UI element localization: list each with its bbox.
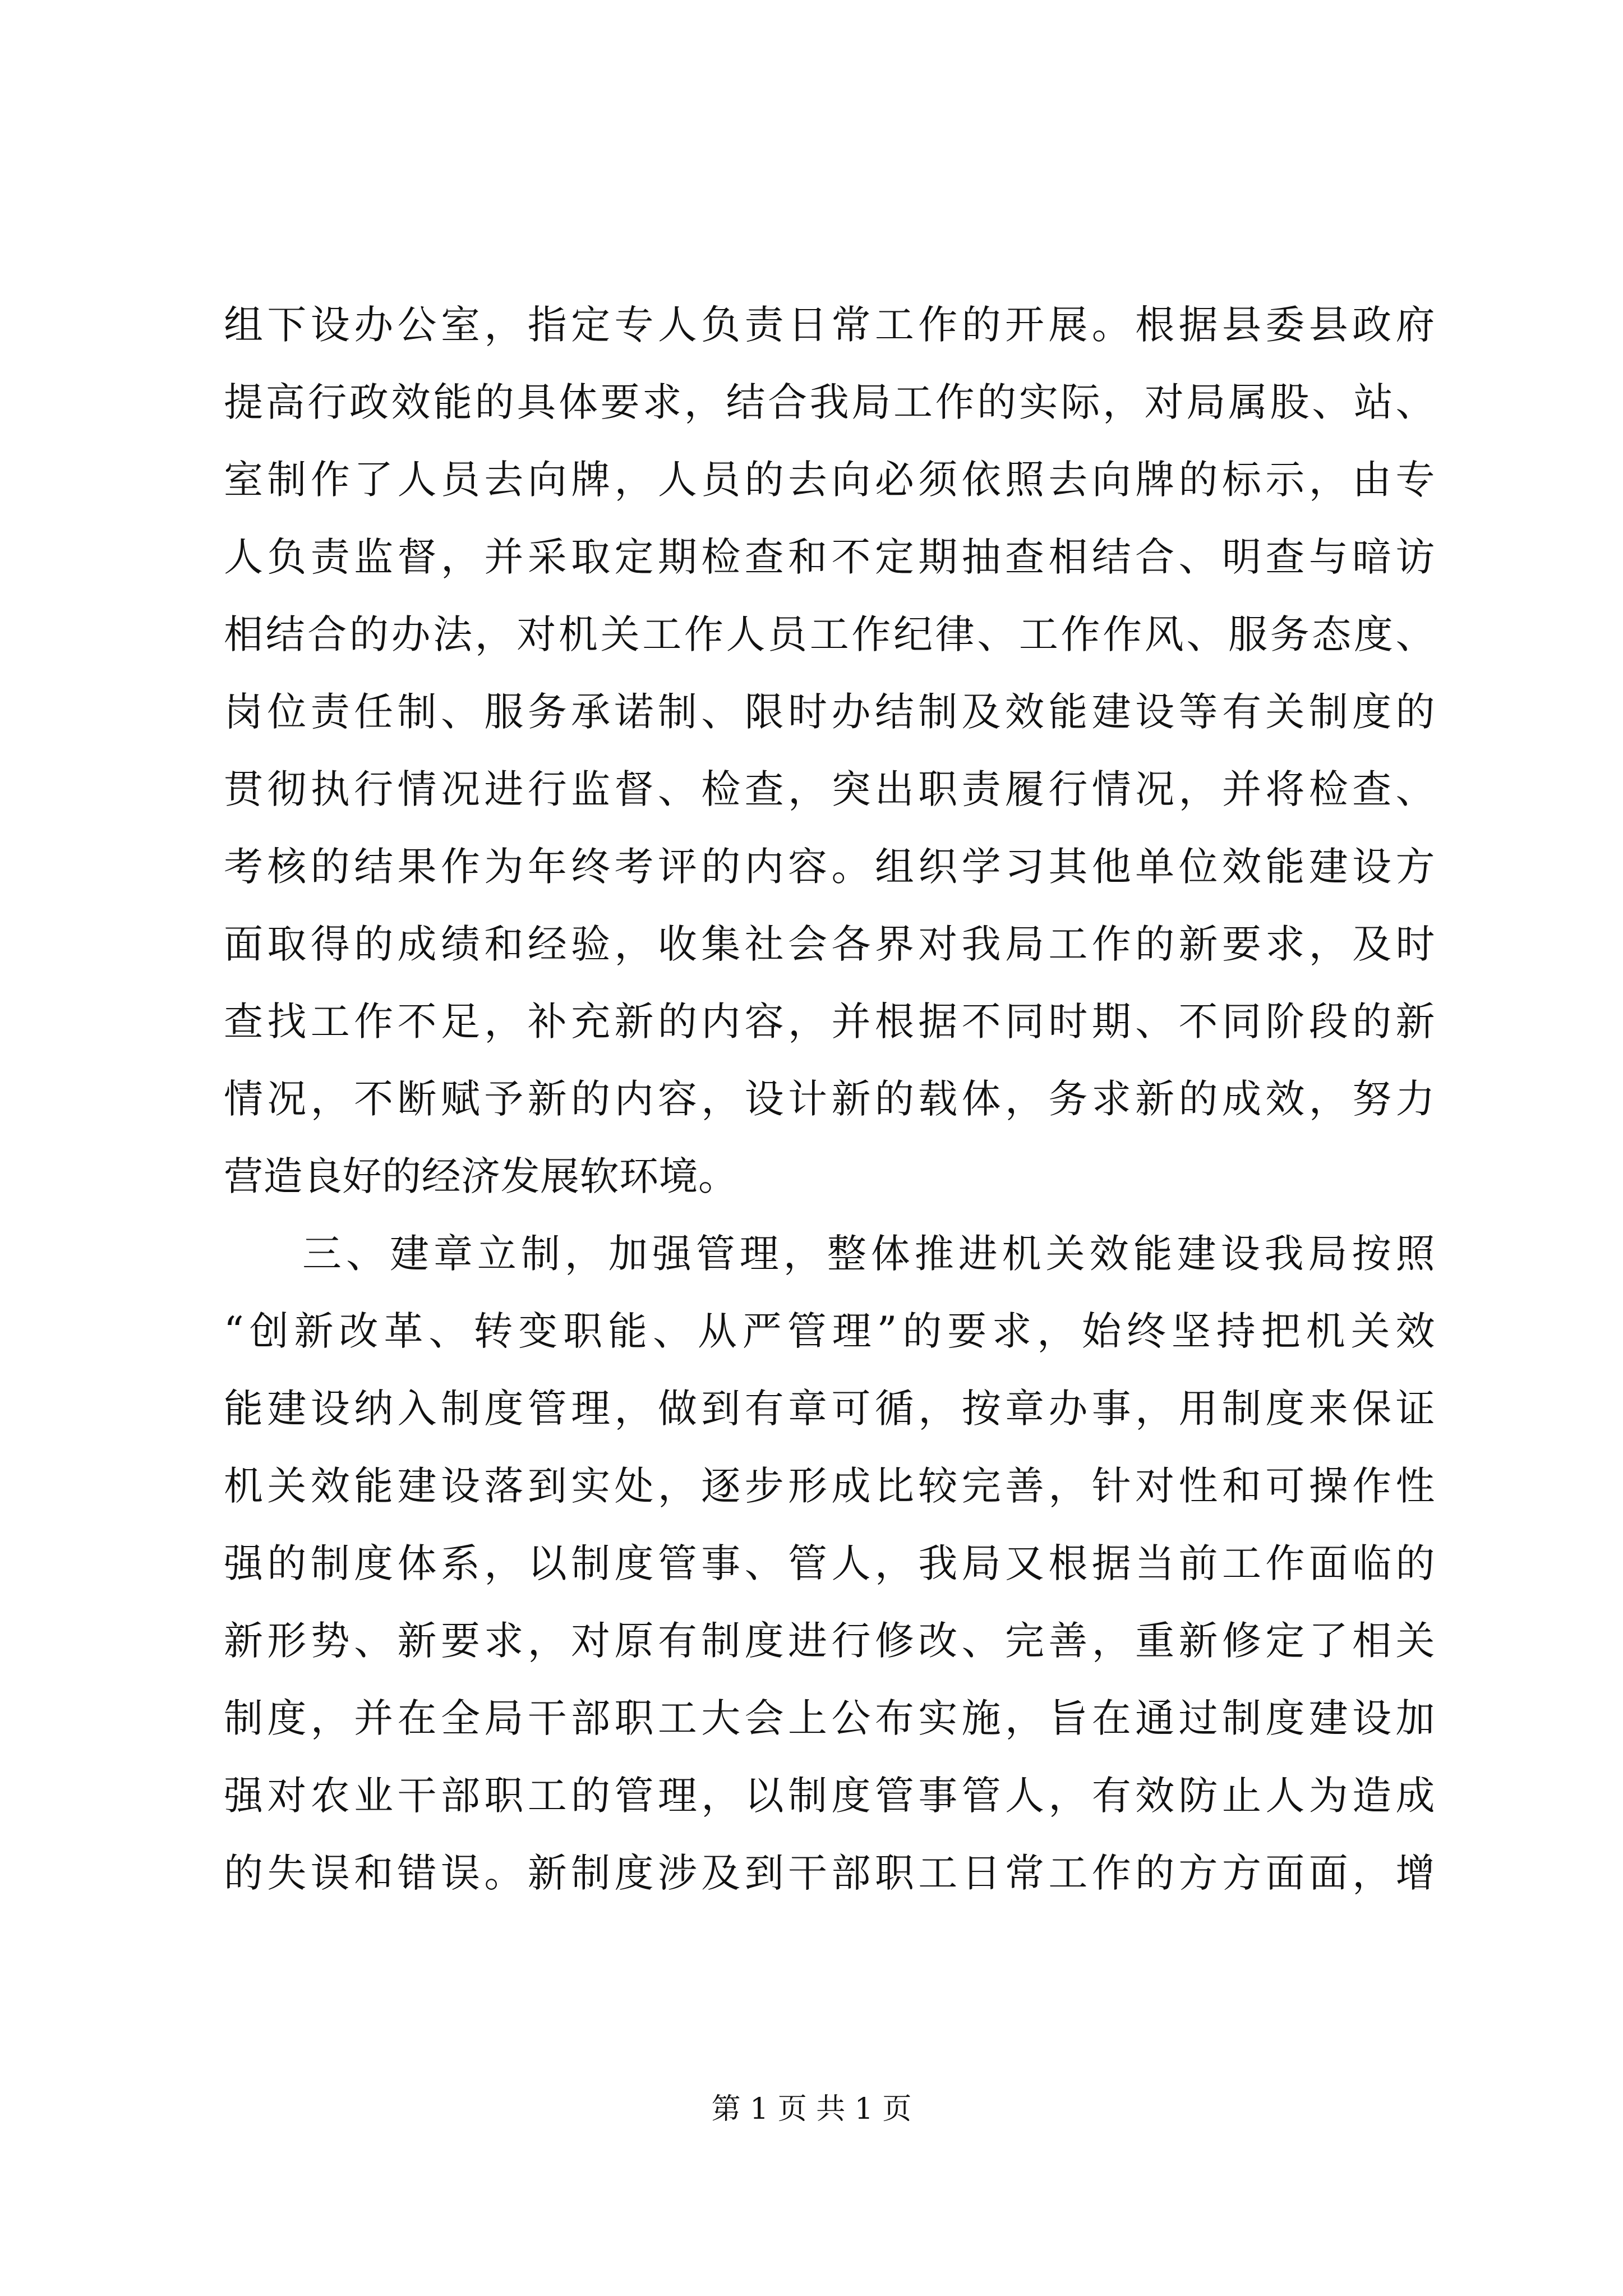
text-line: 新形势、新要求，对原有制度进行修改、完善，重新修定了相关: [224, 1618, 1435, 1664]
document-body: [224, 286, 1435, 1912]
text-line: 的失误和错误。新制度涉及到干部职工日常工作的方方面面，增: [224, 1850, 1435, 1896]
page-number-label: 第 1 页 共 1 页: [711, 2092, 912, 2126]
text-line: 考核的结果作为年终考评的内容。组织学习其他单位效能建设方: [224, 844, 1435, 890]
text-line: 室制作了人员去向牌，人员的去向必须依照去向牌的标示，由专: [224, 457, 1435, 503]
text-line: 情况，不断赋予新的内容，设计新的载体，务求新的成效，努力: [224, 1076, 1435, 1122]
text-line: 强的制度体系，以制度管事、管人，我局又根据当前工作面临的: [224, 1540, 1435, 1586]
paragraph-1: [224, 286, 1435, 1215]
text-line: 相结合的办法，对机关工作人员工作纪律、工作作风、服务态度、: [224, 611, 1435, 657]
text-line: 岗位责任制、服务承诺制、限时办结制及效能建设等有关制度的: [224, 689, 1435, 735]
text-line: 能建设纳入制度管理，做到有章可循，按章办事，用制度来保证: [224, 1386, 1435, 1432]
paragraph-2: [224, 1215, 1435, 1912]
text-line: 强对农业干部职工的管理，以制度管事管人，有效防止人为造成: [224, 1773, 1435, 1819]
page-footer: [0, 2090, 1623, 2129]
text-line: 提高行政效能的具体要求，结合我局工作的实际，对局属股、站、: [224, 379, 1435, 425]
text-line: 面取得的成绩和经验，收集社会各界对我局工作的新要求，及时: [224, 921, 1435, 967]
text-line: 查找工作不足，补充新的内容，并根据不同时期、不同阶段的新: [224, 999, 1435, 1045]
text-line: 人负责监督，并采取定期检查和不定期抽查相结合、明查与暗访: [224, 534, 1435, 580]
text-line: 组下设办公室，指定专人负责日常工作的开展。根据县委县政府: [224, 302, 1435, 348]
section-heading-line: 三、建章立制，加强管理，整体推进机关效能建设我局按照: [302, 1231, 1435, 1277]
text-line: 机关效能建设落到实处，逐步形成比较完善，针对性和可操作性: [224, 1463, 1435, 1509]
text-line: 制度，并在全局干部职工大会上公布实施，旨在通过制度建设加: [224, 1695, 1435, 1741]
text-line: 贯彻执行情况进行监督、检查，突出职责履行情况，并将检查、: [224, 766, 1435, 812]
text-line: “创新改革、转变职能、从严管理”的要求，始终坚持把机关效: [224, 1308, 1435, 1354]
text-line: 营造良好的经济发展软环境。: [224, 1153, 738, 1199]
